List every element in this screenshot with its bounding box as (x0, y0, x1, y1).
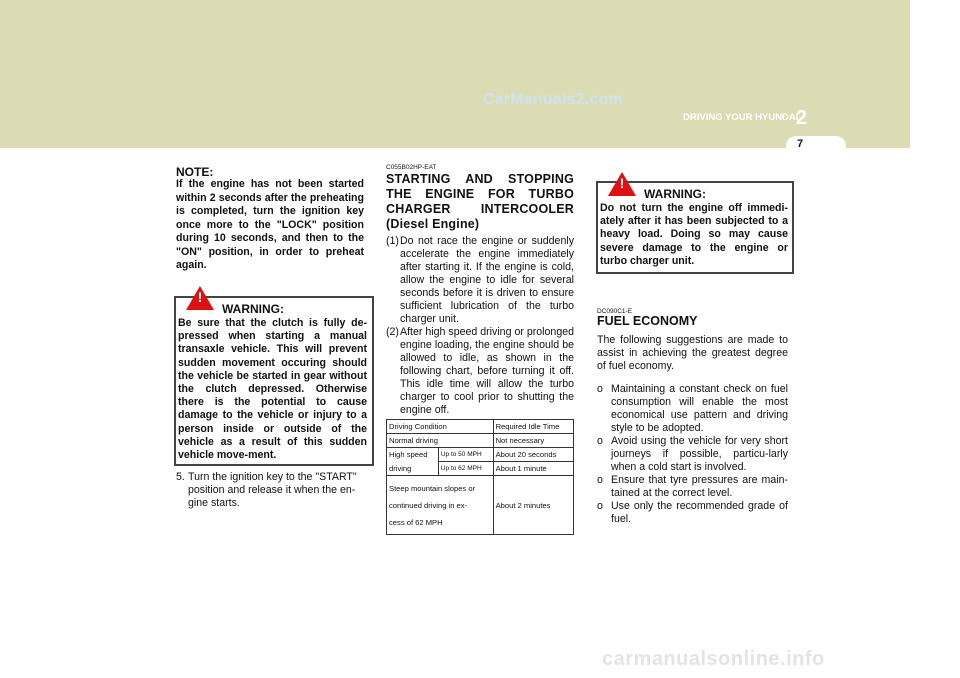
bullet-marker: o (597, 474, 603, 486)
warning-text: Do not turn the engine off immedi-ately after it has been subjected to a heavy load. Doing so may cause severe damage to the engine or turbo charger unit. (600, 202, 788, 267)
section-code: C055B02HP-EAT (386, 164, 437, 171)
header-band (0, 0, 960, 148)
note-text: If the engine has not been started within 2 seconds after the preheating is completed, turn the ignition key once more to the "LOCK" position during 10 seconds, and then to the "ON" position, in order to preheat again. (176, 178, 364, 271)
table-header-condition: Driving Condition (387, 420, 494, 434)
list-item (386, 326, 574, 417)
header-right-strip (910, 35, 960, 148)
table-cell: driving (387, 462, 439, 476)
footer-watermark[interactable]: carmanualsonline.info (602, 648, 825, 670)
table-cell: About 20 seconds (493, 448, 573, 462)
list-marker: (2) (386, 326, 399, 338)
step-text: Turn the ignition key to the "START" position and release it when the en-gine starts. (188, 471, 357, 509)
fuel-economy-list (597, 383, 788, 526)
table-cell (387, 476, 494, 535)
note-heading: NOTE: (176, 165, 214, 179)
table-cell-line: cess of 62 MPH (389, 517, 443, 527)
list-text: Avoid using the vehicle for very short journeys if possible, particu-larly when a cold start is involved. (611, 435, 788, 473)
section-code: DC090C1-E (597, 308, 633, 315)
turbo-warning-box (596, 175, 794, 274)
table-cell: Not necessary (493, 434, 573, 448)
list-item (597, 474, 788, 500)
table-cell: About 1 minute (493, 462, 573, 476)
step-5 (176, 471, 366, 510)
watermark-link[interactable]: CarManuals2.com (483, 91, 623, 108)
list-item (386, 235, 574, 326)
list-marker: (1) (386, 235, 399, 247)
warning-text: Be sure that the clutch is fully de-pressed when starting a manual transaxle vehicle. This will prevent sudden movement occuring should the vehicle be started in gear without the clutch depressed. Otherwise there is the potential to cause damage to the vehicle or injury to a person inside or outside of the vehicle as a result of this sudden vehicle move-ment. (178, 317, 367, 462)
table-cell: Up to 50 MPH (438, 448, 493, 462)
page-number: 7 (796, 138, 804, 150)
warning-title: WARNING: (222, 302, 284, 316)
table-cell-line: Steep mountain slopes or (389, 483, 476, 493)
fuel-economy-heading: FUEL ECONOMY (597, 314, 698, 328)
table-cell-line: continued driving in ex- (389, 500, 468, 510)
list-text: Maintaining a constant check on fuel consumption will enable the most economical use pattern and driving style to be adopted. (611, 383, 788, 434)
list-item (597, 500, 788, 526)
list-text: Do not race the engine or suddenly accelerate the engine immediately after starting it. If the engine is cold, allow the engine to idle for several seconds before it is driven to ensure sufficient lubrication of the turbo charger unit. (400, 235, 574, 325)
exclamation-icon: ! (619, 175, 625, 191)
header-notch (910, 0, 960, 35)
list-item (597, 435, 788, 474)
bullet-marker: o (597, 383, 603, 395)
table-cell: About 2 minutes (493, 476, 573, 535)
list-text: Ensure that tyre pressures are main-tained at the correct level. (611, 474, 788, 499)
list-item (597, 383, 788, 435)
table-cell: High speed (387, 448, 439, 462)
table-cell: Normal driving (387, 434, 494, 448)
turbo-instructions (386, 235, 574, 417)
idle-time-table (386, 419, 574, 535)
warning-title: WARNING: (644, 187, 706, 201)
list-text: Use only the recommended grade of fuel. (611, 500, 788, 525)
step-number: 5. (176, 471, 185, 483)
clutch-warning-box (174, 289, 374, 466)
bullet-marker: o (597, 435, 603, 447)
section-title: DRIVING YOUR HYUNDAI (683, 112, 799, 123)
exclamation-icon: ! (197, 289, 203, 305)
turbo-heading: STARTING AND STOPPING THE ENGINE FOR TURBO CHARGER INTERCOOLER (Diesel Engine) (386, 172, 574, 231)
table-header-idle: Required Idle Time (493, 420, 573, 434)
table-cell: Up to 62 MPH (438, 462, 493, 476)
bullet-marker: o (597, 500, 603, 512)
list-text: After high speed driving or prolonged engine loading, the engine should be allowed to idle, as shown in the following chart, before turning it off. This idle time will allow the turbo charger to cool prior to shutting the engine off. (400, 326, 574, 416)
section-number: 2 (796, 107, 808, 129)
fuel-economy-intro: The following suggestions are made to assist in achieving the greatest degree of fuel economy. (597, 334, 788, 372)
